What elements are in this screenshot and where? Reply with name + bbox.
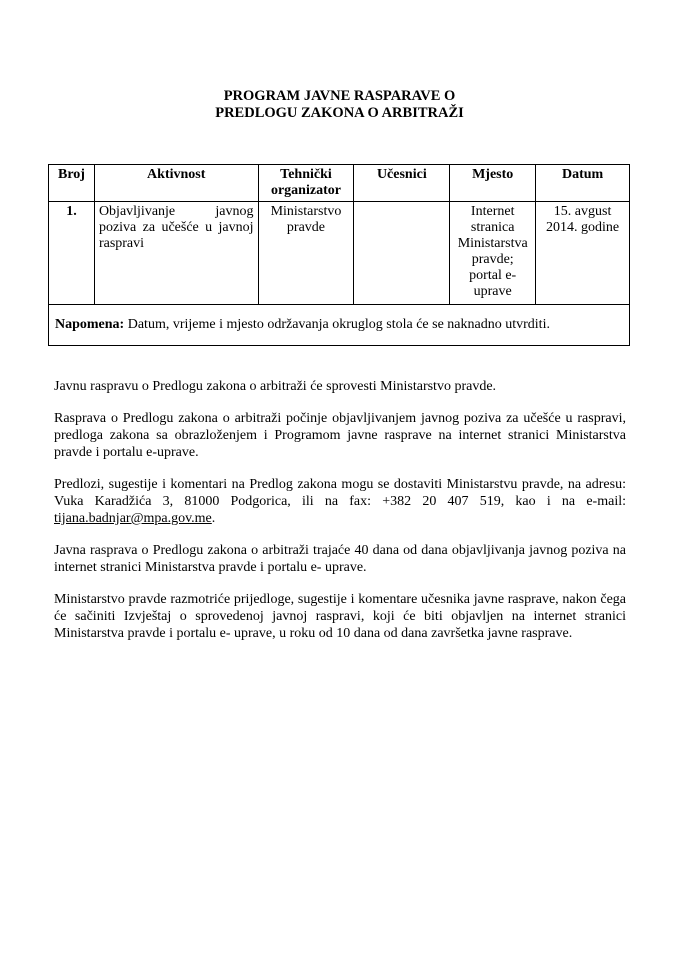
paragraph-2: Rasprava o Predlogu zakona o arbitraži počinje objavljivanjem javnog poziva za učešće u raspravi, predloga zakona sa obrazloženjem i Programom javne rasprave na internet stranici Ministarstva pravde i portalu e-uprave.: [54, 411, 626, 460]
header-datum: Datum: [536, 165, 630, 202]
cell-ucesnici: [354, 202, 450, 305]
document-title: [0, 88, 679, 122]
table-note-row: [49, 305, 630, 346]
table-row: [49, 202, 630, 305]
cell-broj: 1.: [49, 202, 95, 305]
paragraph-4: Javna rasprava o Predlogu zakona o arbitraži trajaće 40 dana od dana objavljivanja javnog poziva na internet stranici Ministarstva pravde i portalu e- uprave.: [54, 543, 626, 575]
title-line-1: PROGRAM JAVNE RASPARAVE O: [223, 88, 456, 104]
body-text: [54, 378, 626, 657]
header-mjesto: Mjesto: [450, 165, 536, 202]
paragraph-3-end: .: [211, 511, 216, 526]
cell-mjesto: Internet stranica Ministarstva pravde; portal e-uprave: [450, 202, 536, 305]
header-tehnicki-organizator: [258, 165, 354, 202]
paragraph-3-text: Predlozi, sugestije i komentari na Predlog zakona mogu se dostaviti Ministarstvu pravde, na adresu: Vuka Karadžića 3, 81000 Podgorica, ili na fax: +382 20 407 519, kao i na e-mail:: [54, 477, 626, 509]
paragraph-1: Javnu raspravu o Predlogu zakona o arbitraži će sprovesti Ministarstvo pravde.: [54, 379, 497, 394]
note-text: Datum, vrijeme i mjesto održavanja okruglog stola će se naknadno utvrditi.: [127, 317, 550, 332]
table-header-row: [49, 165, 630, 202]
header-broj: Broj: [49, 165, 95, 202]
note-label: Napomena:: [55, 317, 125, 332]
header-ucesnici: Učesnici: [354, 165, 450, 202]
cell-datum: 15. avgust 2014. godine: [536, 202, 630, 305]
header-aktivnost: Aktivnost: [94, 165, 258, 202]
paragraph-3: [54, 476, 626, 527]
cell-aktivnost: Objavljivanje javnog poziva za učešće u javnoj raspravi: [94, 202, 258, 305]
header-tehnicki-line1: Tehnički: [280, 167, 332, 182]
cell-tehnicki-organizator: Ministarstvo pravde: [258, 202, 354, 305]
header-tehnicki-line2: organizator: [270, 183, 341, 198]
program-table: [48, 164, 630, 346]
note-cell: [49, 305, 630, 346]
email-link[interactable]: tijana.badnjar@mpa.gov.me: [54, 511, 212, 526]
title-line-2: PREDLOGU ZAKONA O ARBITRAŽI: [215, 105, 464, 121]
paragraph-5: Ministarstvo pravde razmotriće prijedloge, sugestije i komentare učesnika javne rasprave, nakon čega će sačiniti Izvještaj o sprovedenoj javnoj raspravi, koji će biti objavljen na internet stranici Ministarstva pravde i portalu e- uprave, u roku od 10 dana od dana završetka javne rasprave.: [54, 592, 626, 641]
